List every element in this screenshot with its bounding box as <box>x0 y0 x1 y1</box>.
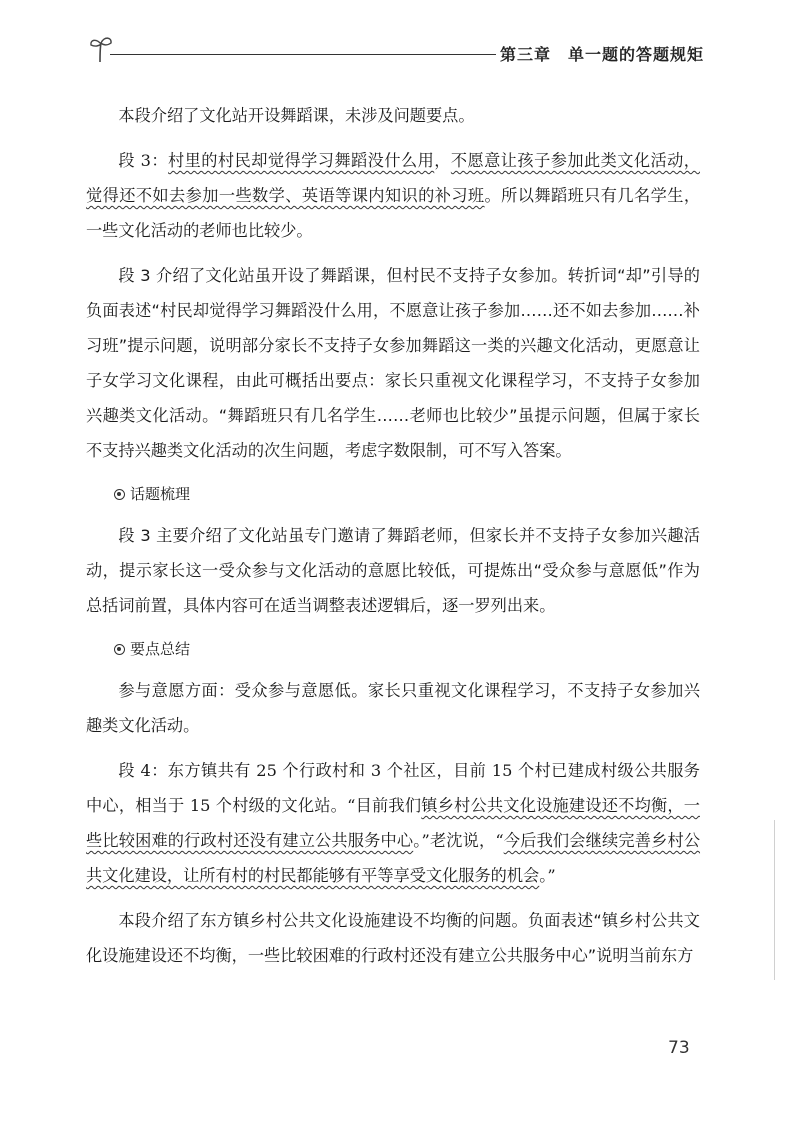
material-separator: ， <box>434 151 451 170</box>
paragraph-analysis-3: 段 3 介绍了文化站虽开设了舞蹈课，但村民不支持子女参加。转折词“却”引导的负面表述“村民却觉得学习舞蹈没什么用，不愿意让孩子参加……还不如去参加……补习班”提示问题，说明部分家长不支持子女参加舞蹈这一类的兴趣文化活动，更愿意让子女学习文化课程，由此可概括出要点：家长只重视文化课程学习，不支持子女参加兴趣类文化活动。“舞蹈班只有几名学生……老师也比较少”虽提示问题，但属于家长不支持兴趣类文化活动的次生问题，考虑字数限制，可不写入答案。 <box>86 266 700 460</box>
material-rest: 。所以舞蹈班只有几名学生，一些文化活动的老师也比较少。 <box>86 186 701 240</box>
page-number: 73 <box>668 1038 690 1058</box>
page-body <box>86 98 700 983</box>
sprout-icon <box>88 34 114 64</box>
paragraph-key-points: 参与意愿方面：受众参与意愿低。家长只重视文化课程学习，不支持子女参加兴趣类文化活动。 <box>86 681 700 735</box>
paragraph-analysis-intro: 本段介绍了文化站开设舞蹈课，未涉及问题要点。 <box>118 106 475 125</box>
scan-edge-line <box>774 820 775 980</box>
section-heading-topic <box>86 478 700 510</box>
bullet-icon <box>114 489 125 500</box>
section-title: 话题梳理 <box>130 485 191 503</box>
paragraph-topic-summary: 段 3 主要介绍了文化站虽专门邀请了舞蹈老师，但家长并不支持子女参加兴趣活动，提示家长这一受众参与文化活动的意愿比较低，可提炼出“受众参与意愿低”作为总括词前置，具体内容可在适当调整表述逻辑后，逐一罗列出来。 <box>86 526 700 615</box>
material-mid: 。”老沈说，“ <box>413 831 504 850</box>
paragraph-material-3 <box>86 143 700 248</box>
chapter-title: 第三章 单一题的答题规矩 <box>500 45 705 64</box>
wavy-underlined-text: 村里的村民却觉得学习舞蹈没什么用 <box>168 151 435 170</box>
material-lead: 段 4：东方镇共有 25 个行政村和 3 个社区，目前 15 个村已建成村级公共服务中心，相当于 15 个村级的文化站。“目前我们 <box>86 761 700 815</box>
wavy-underlined-text: 不愿意让孩子参加此类文化活动，觉得还不如去参加一些数学、英语等课内知识的补习班 <box>86 151 700 205</box>
header-rule <box>110 54 496 55</box>
section-title: 要点总结 <box>130 640 191 658</box>
material-lead: 段 3： <box>118 151 169 170</box>
section-heading-points <box>86 633 700 665</box>
material-end: 。” <box>539 866 556 885</box>
running-header <box>88 30 708 70</box>
bullet-icon <box>114 644 125 655</box>
wavy-underlined-text: 镇乡村公共文化设施建设还不均衡，一些比较困难的行政村还没有建立公共服务中心 <box>86 796 700 850</box>
paragraph-analysis-4: 本段介绍了东方镇乡村公共文化设施建设不均衡的问题。负面表述“镇乡村公共文化设施建设还不均衡，一些比较困难的行政村还没有建立公共服务中心”说明当前东方 <box>86 911 700 965</box>
paragraph-material-4 <box>86 753 700 893</box>
wavy-underlined-text: 今后我们会继续完善乡村公共文化建设，让所有村的村民都能够有平等享受文化服务的机会 <box>86 831 701 885</box>
